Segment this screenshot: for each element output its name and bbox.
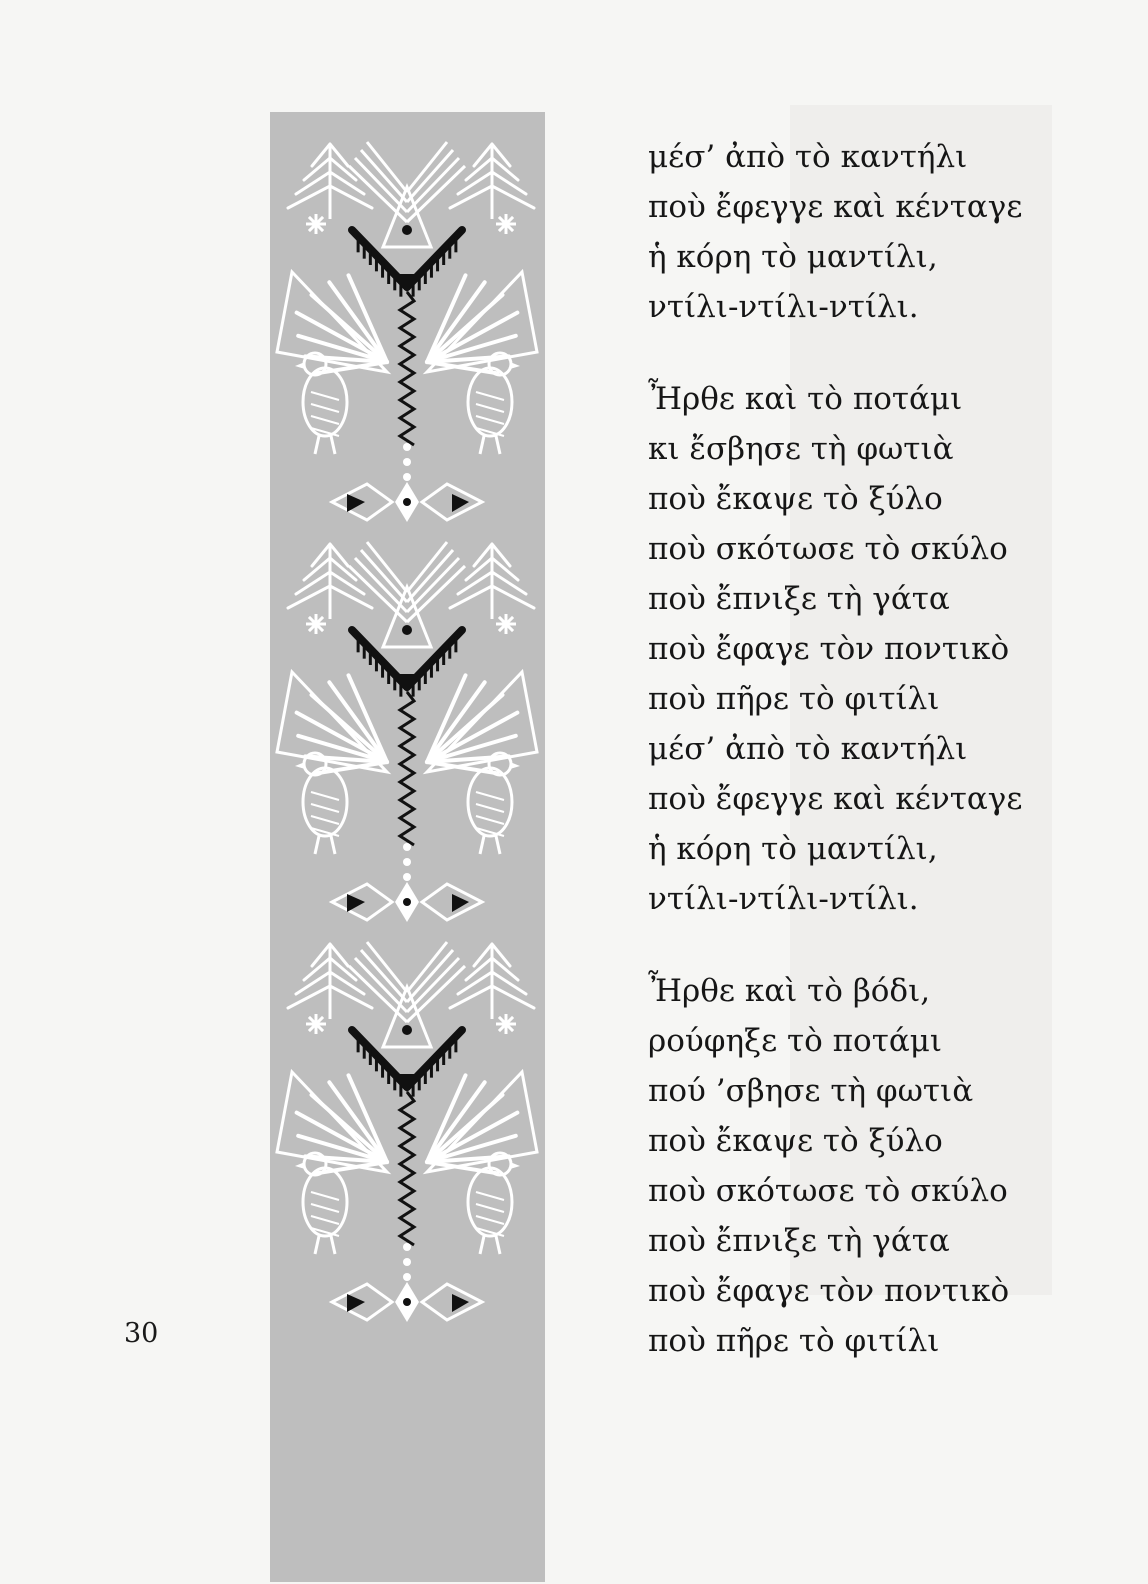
- center-dot: [403, 898, 411, 906]
- tent-seed: [402, 1025, 412, 1035]
- poem-line: ποὺ πῆρε τὸ φιτίλι: [648, 1323, 940, 1359]
- tent-seed: [402, 625, 412, 635]
- poem-line: Ἦρθε καὶ τὸ βόδι,: [648, 973, 931, 1009]
- stem-dot: [403, 1243, 411, 1251]
- poem-line: ντίλι-ντίλι-ντίλι.: [648, 289, 919, 325]
- poem-line: ἡ κόρη τὸ μαντίλι,: [648, 239, 938, 275]
- stem-dot: [403, 843, 411, 851]
- poem-line: μέσ’ ἀπὸ τὸ καντήλι: [648, 139, 968, 175]
- stem-dot: [403, 858, 411, 866]
- poem-line: Ἦρθε καὶ τὸ ποτάμι: [648, 381, 963, 417]
- poem-line: κι ἔσβησε τὴ φωτιὰ: [648, 431, 954, 467]
- center-dot: [403, 498, 411, 506]
- center-dot: [403, 1298, 411, 1306]
- stem-dot: [403, 473, 411, 481]
- poem-line: ποὺ ἔπνιξε τὴ γάτα: [648, 1223, 950, 1259]
- stanza-gap: [648, 332, 1128, 374]
- folk-ornament-illustration: [270, 112, 545, 1584]
- poem-line: ποὺ ἔφαγε τὸν ποντικὸ: [648, 1273, 1010, 1309]
- poem-line: ποὺ ἔπνιξε τὴ γάτα: [648, 581, 950, 617]
- ornament-svg: [270, 112, 545, 1584]
- stem-dot: [403, 1273, 411, 1281]
- stem-dot: [403, 1258, 411, 1266]
- poem-line: ρούφηξε τὸ ποτάμι: [648, 1023, 943, 1059]
- poem-line: ποὺ σκότωσε τὸ σκύλο: [648, 1173, 1008, 1209]
- poem-line: ποὺ πῆρε τὸ φιτίλι: [648, 681, 940, 717]
- poem-line: ποὺ σκότωσε τὸ σκύλο: [648, 531, 1008, 567]
- page-number: 30: [124, 1318, 159, 1349]
- poem-line: ποὺ ἔκαψε τὸ ξύλο: [648, 1123, 943, 1159]
- poem-line: ποὺ ἔκαψε τὸ ξύλο: [648, 481, 943, 517]
- tent-seed: [402, 225, 412, 235]
- poem-line: πού ’σβησε τὴ φωτιὰ: [648, 1073, 974, 1109]
- poem-text: [648, 132, 1128, 1366]
- stanza-gap: [648, 924, 1128, 966]
- stem-dot: [403, 458, 411, 466]
- poem-line: ντίλι-ντίλι-ντίλι.: [648, 881, 919, 917]
- poem-line: ποὺ ἔφεγγε καὶ κένταγε: [648, 781, 1023, 817]
- poem-line: ἡ κόρη τὸ μαντίλι,: [648, 831, 938, 867]
- poem-line: ποὺ ἔφεγγε καὶ κένταγε: [648, 189, 1023, 225]
- poem-line: μέσ’ ἀπὸ τὸ καντήλι: [648, 731, 968, 767]
- poem-line: ποὺ ἔφαγε τὸν ποντικὸ: [648, 631, 1010, 667]
- stem-dot: [403, 443, 411, 451]
- stem-dot: [403, 873, 411, 881]
